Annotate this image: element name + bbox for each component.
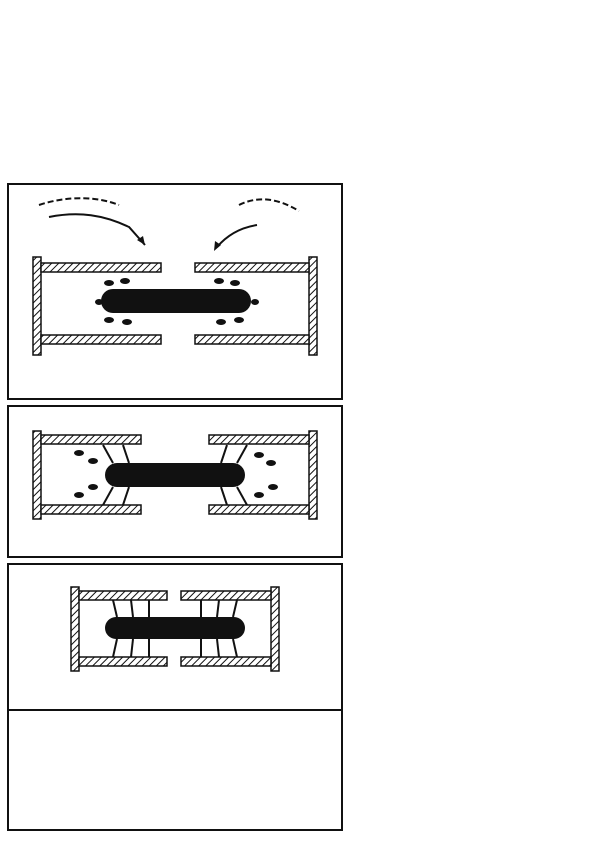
figure-7 bbox=[7, 183, 343, 831]
panel-a-drawing bbox=[9, 185, 341, 398]
panel-b-drawing bbox=[9, 407, 341, 556]
figure-panel-c bbox=[7, 563, 343, 711]
panel-c-drawing bbox=[9, 565, 341, 709]
figure-caption bbox=[7, 711, 343, 831]
figure-panel-a bbox=[7, 183, 343, 400]
figure-panel-b bbox=[7, 405, 343, 558]
